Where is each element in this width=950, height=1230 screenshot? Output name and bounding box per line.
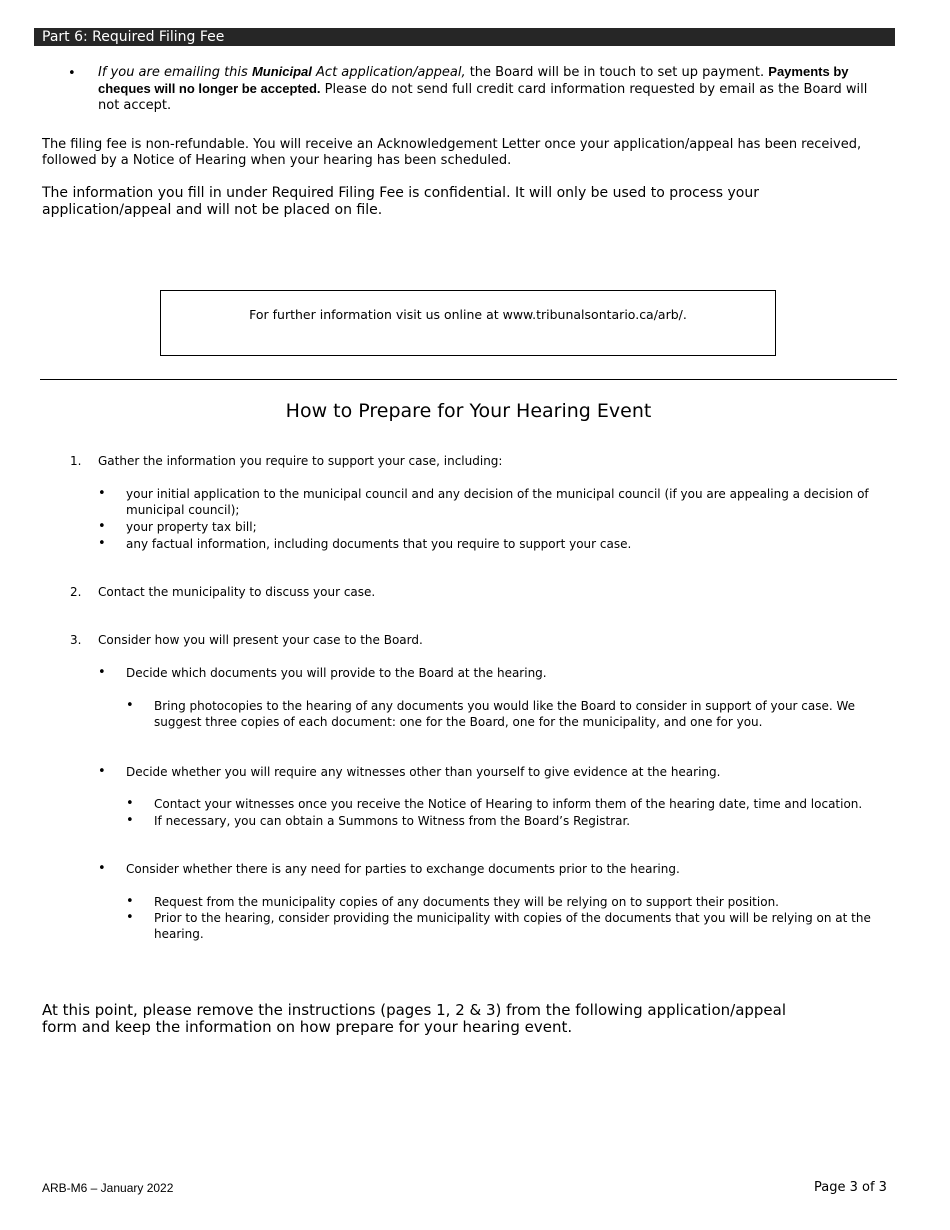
list-item: Request from the municipality copies of any documents they will be relying on to support their position. [154, 895, 779, 909]
payment-note-text-2: Please do not send full credit card information requested by email as the Board will not accept. [98, 82, 868, 113]
payment-note-text: the Board will be in touch to set up payment. [465, 65, 769, 80]
list-item: any factual information, including documents that you require to support your case. [126, 537, 632, 551]
step-number: 3. [70, 633, 82, 647]
bullet-icon: • [98, 861, 106, 876]
list-item: Contact your witnesses once you receive the Notice of Hearing to inform them of the hearing date, time and location. [154, 797, 863, 811]
list-item: Prior to the hearing, consider providing the municipality with copies of the documents that you will be relying on at the hearing. [154, 911, 871, 941]
list-item: your property tax bill; [126, 520, 257, 534]
bullet-icon: • [98, 486, 106, 501]
list-item: Consider whether there is any need for parties to exchange documents prior to the hearing. [126, 862, 680, 876]
list-item: Decide which documents you will provide to the Board at the hearing. [126, 666, 547, 680]
page-title: How to Prepare for Your Hearing Event [285, 400, 652, 422]
form-id: ARB-M6 – January 2022 [42, 1181, 174, 1195]
step-number: 2. [70, 585, 82, 599]
step-number: 1. [70, 454, 82, 468]
list-item: Bring photocopies to the hearing of any documents you would like the Board to consider in support of your case. We suggest three copies of each document: one for the Board, one for the municipality, and one for you. [154, 699, 856, 729]
payment-note-bold: Payments by cheques will no longer be accepted. [98, 64, 849, 96]
further-info-box [160, 290, 776, 356]
payment-note [98, 64, 873, 114]
bullet-icon: • [126, 894, 134, 909]
step-1-text: Gather the information you require to support your case, including: [98, 454, 503, 468]
bullet-icon: • [126, 796, 134, 811]
bullet-icon: • [98, 665, 106, 680]
bullet-icon: • [98, 519, 106, 534]
bullet-icon: • [68, 66, 76, 81]
payment-note-italic-rest: Act application/appeal, [311, 65, 466, 80]
further-info-text: For further information visit us online at www.tribunalsontario.ca/arb/. [249, 307, 687, 322]
list-item: your initial application to the municipal council and any decision of the municipal council (if you are appealing a decision of municipal council); [126, 487, 869, 517]
bullet-icon: • [98, 536, 106, 551]
bullet-icon: • [126, 698, 134, 713]
closing-instruction: At this point, please remove the instructions (pages 1, 2 & 3) from the following application/appeal form and keep the information on how prepare for your hearing event. [42, 1001, 787, 1036]
bullet-icon: • [126, 910, 134, 925]
confidential-paragraph: The information you fill in under Required Filing Fee is confidential. It will only be used to process your application/appeal and will not be placed on file. [42, 185, 759, 218]
payment-note-bold-italic: Municipal [251, 64, 312, 79]
bullet-icon: • [126, 813, 134, 828]
step-3-text: Consider how you will present your case to the Board. [98, 633, 423, 647]
step-2-text: Contact the municipality to discuss your case. [98, 585, 376, 599]
payment-note-italic: If you are emailing this [98, 65, 252, 80]
page-number: Page 3 of 3 [814, 1180, 887, 1195]
list-item: If necessary, you can obtain a Summons to Witness from the Board’s Registrar. [154, 814, 631, 828]
section-header-part-6: Part 6: Required Filing Fee [34, 28, 895, 46]
section-divider [40, 379, 897, 380]
filing-fee-paragraph: The filing fee is non-refundable. You will receive an Acknowledgement Letter once your application/appeal has been received, followed by a Notice of Hearing when your hearing has been scheduled. [42, 137, 862, 168]
list-item: Decide whether you will require any witnesses other than yourself to give evidence at the hearing. [126, 765, 721, 779]
bullet-icon: • [98, 764, 106, 779]
